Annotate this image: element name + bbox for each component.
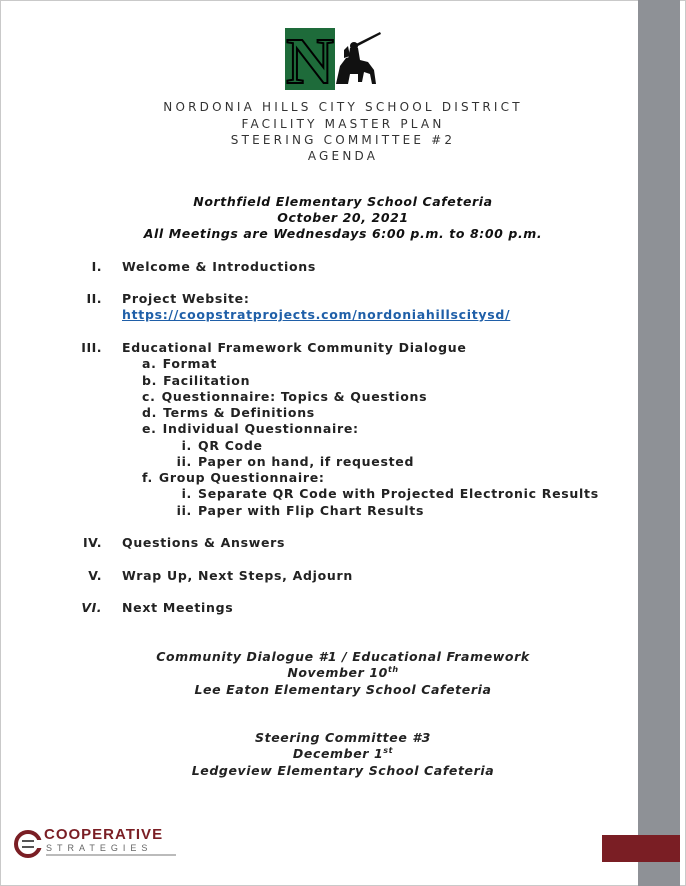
logo-letter: N [286,26,334,92]
next-meeting-date [0,665,686,680]
cs-emblem-icon [14,828,42,860]
sub-item-text: QR Code [198,438,263,453]
sub-item-num: f. [142,470,153,485]
agenda-title: AGENDA [307,149,379,163]
district-logo [284,26,384,92]
sub-item [142,405,315,420]
sub-sub-item [170,438,263,453]
brand-subtitle: STRATEGIES [46,843,153,853]
brand-name: COOPERATIVE [44,826,164,843]
agenda-item: Questions & Answers [122,535,286,550]
brand-tagline-line [46,854,176,856]
sub-sub-item [170,486,599,501]
sub-item [142,470,325,485]
next-meeting-location: Ledgeview Elementary School Cafeteria [191,763,495,778]
agenda-item: Wrap Up, Next Steps, Adjourn [122,568,353,583]
date-suffix: th [387,665,399,674]
meeting-date: October 20, 2021 [277,210,409,225]
sub-item-text: Format [162,356,218,371]
agenda-item: Project Website: [122,291,250,306]
sub-item [142,421,359,436]
sub-item-num: ii. [176,503,192,518]
agenda-num: I. [91,259,102,274]
sub-sub-item [170,503,424,518]
agenda-num: V. [88,568,102,583]
sub-item [142,389,427,404]
next-meeting-location: Lee Eaton Elementary School Cafeteria [194,682,492,697]
sub-item [142,356,217,371]
sub-sub-item [170,454,414,469]
sub-item-text: Paper on hand, if requested [198,454,415,469]
sub-item-num: a. [142,356,157,371]
cooperative-strategies-logo [14,826,184,862]
next-meeting-title: Steering Committee #3 [255,730,431,745]
sub-item [142,373,250,388]
sub-item-text: Facilitation [163,373,251,388]
sub-item-text: Paper with Flip Chart Results [198,503,425,518]
agenda-item: Next Meetings [122,600,234,615]
district-name: NORDONIA HILLS CITY SCHOOL DISTRICT [163,100,523,114]
project-website-link[interactable]: https://coopstratprojects.com/nordoniahillscitysd/ [122,307,511,322]
agenda-item: Educational Framework Community Dialogue [122,340,467,355]
sub-item-text: Individual Questionnaire: [162,421,359,436]
date-suffix: st [383,746,394,755]
committee-title: STEERING COMMITTEE #2 [230,133,456,147]
sub-item-text: Group Questionnaire: [158,470,325,485]
agenda-item: Welcome & Introductions [122,259,317,274]
date-text: December 1 [292,746,384,762]
agenda-num: VI. [81,600,102,615]
meeting-location: Northfield Elementary School Cafeteria [193,194,493,209]
sub-item-num: ii. [176,454,192,469]
plan-title: FACILITY MASTER PLAN [241,117,445,131]
sub-item-text: Terms & Definitions [163,405,315,420]
sub-item-num: c. [142,389,156,404]
sub-item-text: Questionnaire: Topics & Questions [161,389,428,404]
sub-item-num: i. [181,486,192,501]
sub-item-num: e. [142,421,157,436]
next-meeting-title: Community Dialogue #1 / Educational Framework [156,649,530,664]
sub-item-num: i. [181,438,192,453]
accent-block [602,835,680,862]
sub-item-num: b. [142,373,158,388]
date-text: November 10 [287,665,388,681]
next-meeting-date [0,746,686,761]
sub-item-num: d. [142,405,158,420]
meeting-schedule: All Meetings are Wednesdays 6:00 p.m. to 8:00 p.m. [143,226,543,241]
agenda-num: II. [86,291,102,306]
agenda-num: III. [81,340,102,355]
agenda-num: IV. [83,535,102,550]
sub-item-text: Separate QR Code with Projected Electronic Results [198,486,599,501]
